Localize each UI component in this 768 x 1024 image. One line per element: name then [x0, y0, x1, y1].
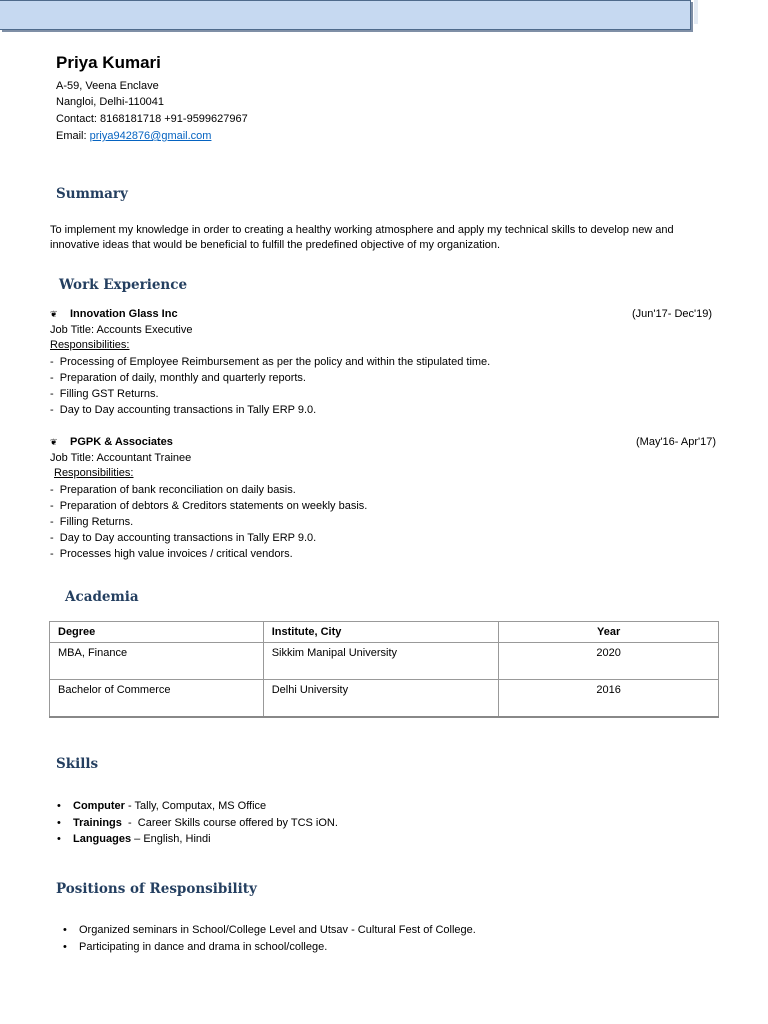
bullet-icon: ❦ [50, 309, 58, 319]
list-item [73, 831, 338, 848]
header-banner [0, 0, 691, 30]
academia-heading: Academia [65, 589, 139, 605]
skill-separator: – [131, 833, 144, 845]
list-item: - Filling GST Returns. [50, 386, 490, 402]
table-row [50, 643, 719, 680]
list-item: • Organized seminars in School/College Level and Utsav - Cultural Fest of College. [79, 922, 476, 939]
table-cell: MBA, Finance [50, 643, 264, 680]
table-cell: Delhi University [263, 680, 499, 718]
job-1-company-line [50, 306, 178, 322]
address-line-1: A-59, Veena Enclave [56, 80, 159, 92]
positions-list [79, 922, 476, 955]
skill-value: Career Skills course offered by TCS iON. [137, 816, 338, 829]
academia-table [49, 621, 719, 718]
column-header: Degree [50, 622, 264, 643]
job-2-responsibilities-label: Responsibilities: [54, 467, 134, 479]
skill-label: Languages [73, 833, 132, 845]
job-2-title: Job Title: Accountant Trainee [50, 452, 192, 464]
column-header: Institute, City [263, 622, 499, 643]
list-item [73, 798, 338, 815]
skills-list [73, 798, 338, 848]
job-1-title: Job Title: Accounts Executive [50, 324, 193, 336]
list-item: - Preparation of daily, monthly and quarterly reports. [50, 370, 490, 386]
skill-separator: - [121, 816, 138, 829]
skills-heading: Skills [56, 756, 99, 772]
list-item: - Day to Day accounting transactions in Tally ERP 9.0. [50, 530, 367, 546]
address-line-2: Nangloi, Delhi-110041 [56, 96, 165, 108]
table-cell: 2016 [499, 680, 719, 718]
job-1-responsibilities-label: Responsibilities: [50, 339, 130, 351]
header-banner-edge [694, 0, 698, 24]
table-cell: Bachelor of Commerce [50, 680, 264, 718]
list-item: - Day to Day accounting transactions in Tally ERP 9.0. [50, 402, 490, 418]
list-item: - Processing of Employee Reimbursement as per the policy and within the stipulated time. [50, 354, 490, 370]
table-header-row [50, 622, 719, 643]
skill-value: Tally, Computax, MS Office [134, 800, 267, 812]
list-item: - Preparation of debtors & Creditors statements on weekly basis. [50, 498, 367, 514]
job-1-period: (Jun'17- Dec'19) [632, 308, 713, 320]
job-2-responsibility-list [50, 482, 367, 562]
job-2-company-line [50, 434, 173, 450]
positions-heading: Positions of Responsibility [56, 881, 257, 897]
summary-heading: Summary [56, 186, 128, 202]
summary-text: To implement my knowledge in order to creating a healthy working atmosphere and apply my technical skills to develop new and innovative ideas that would be beneficial to fulfill the predefined objective of my organization. [50, 224, 674, 251]
list-item: - Preparation of bank reconciliation on daily basis. [50, 482, 367, 498]
list-item [73, 815, 338, 832]
table-cell: Sikkim Manipal University [263, 643, 499, 680]
skill-label: Computer [73, 800, 125, 812]
list-item: • Participating in dance and drama in school/college. [79, 939, 476, 956]
job-1-responsibility-list [50, 354, 490, 418]
table-row [50, 680, 719, 718]
work-experience-heading: Work Experience [59, 277, 188, 293]
job-2-period: (May'16- Apr'17) [636, 436, 717, 448]
skill-value: English, Hindi [143, 833, 211, 845]
email-link[interactable]: priya942876@gmail.com [89, 130, 212, 142]
list-item: - Filling Returns. [50, 514, 367, 530]
skill-label: Trainings [73, 816, 122, 829]
bullet-icon: ❦ [50, 437, 58, 447]
list-item: - Processes high value invoices / critical vendors. [50, 546, 367, 562]
email-label: Email: [56, 130, 90, 142]
job-1-company: Innovation Glass Inc [70, 308, 178, 320]
candidate-name: Priya Kumari [56, 53, 161, 72]
column-header: Year [499, 622, 719, 643]
job-2-company: PGPK & Associates [70, 436, 173, 448]
email-line [56, 128, 211, 144]
table-cell: 2020 [499, 643, 719, 680]
skill-separator: - [124, 800, 135, 812]
contact-numbers: Contact: 8168181718 +91-9599627967 [56, 113, 248, 125]
